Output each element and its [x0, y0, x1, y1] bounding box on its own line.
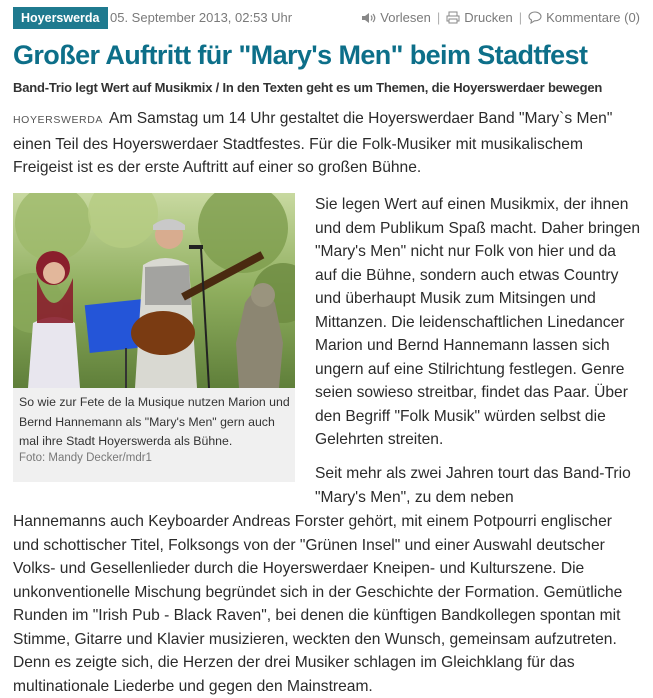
- paragraph-2-start: Seit mehr als zwei Jahren tourt das Band-Trio "Mary's Men", zu dem neben: [315, 465, 631, 506]
- intro-paragraph: [13, 107, 641, 180]
- band-photo[interactable]: [13, 193, 295, 388]
- divider: |: [436, 10, 441, 25]
- read-aloud-link[interactable]: [361, 10, 431, 25]
- photo-caption: So wie zur Fete de la Musique nutzen Marion und Bernd Hannemann als "Mary's Men" gern auch mal ihre Stadt Hoyerswerda als Bühne.: [19, 395, 290, 448]
- article-subline: Band-Trio legt Wert auf Musikmix / In den Texten geht es um Themen, die Hoyerswerdaer bewegen: [13, 80, 603, 95]
- article-tools: [361, 10, 640, 25]
- publish-date: 05. September 2013, 02:53 Uhr: [110, 10, 293, 25]
- print-label: Drucken: [464, 10, 513, 25]
- paragraph-1: Sie legen Wert auf einen Musikmix, der ihnen und dem Publikum Spaß macht. Daher bringen "Mary's Men" nicht nur Folk von hier und da auf die Bühne, sondern auch etwas Country und überhaupt Musik zum Mitsingen und Mittanzen. Die leidenschaftlichen Linedancer Marion und Bernd Hannemann lassen sich ungern auf eine Stilrichtung festlegen. Genre seien sowieso streitbar, findet das Paar. Über den Begriff "Folk Musik" würden selbst die Gelehrten streiten.: [315, 196, 641, 448]
- article-meta-bar: [13, 7, 640, 29]
- intro-text: Am Samstag um 14 Uhr gestaltet die Hoyerswerdaer Band "Mary`s Men" einen Teil des Hoyerswerdaer Stadtfestes. Für die Folk-Musiker mit musikalischem Freigeist ist es der erste Auftritt auf einer so großen Bühne.: [13, 110, 613, 176]
- printer-icon: [446, 11, 460, 24]
- print-link[interactable]: [446, 10, 512, 25]
- read-aloud-label: Vorlesen: [380, 10, 431, 25]
- comments-label: Kommentare (0): [546, 10, 640, 25]
- paragraph-2-rest: Hannemanns auch Keyboarder Andreas Forster gehört, mit einem Potpourri englischer und schottischer Titel, Folksongs von der "Grünen Insel" und einer Auswahl deutscher Volks- und Gesellenlieder durch die Hoyerswerdaer Kneipen- und Kulturszene. Die unkonventionelle Mischung begründet sich in der Geschichte der Formation. Gemütliche Runden im "Irish Pub - Black Raven", bei denen die künftigen Bandkollegen spontan mit Stimme, Gitarre und Klavier musizieren, weckten den Wunsch, gemeinsam aufzutreten. Denn es zeigte sich, die Herzen der drei Musiker schlagen im Gleichklang für das multinationale Liederbe und gegen den Mainstream.: [13, 513, 623, 695]
- article-figure: [13, 193, 295, 482]
- article-headline: Großer Auftritt für "Mary's Men" beim Stadtfest: [13, 40, 588, 70]
- category-tag[interactable]: Hoyerswerda: [13, 7, 108, 29]
- comment-icon: [528, 11, 542, 24]
- dateline: HOYERSWERDA: [13, 114, 104, 126]
- speaker-icon: [361, 12, 376, 24]
- divider: |: [518, 10, 523, 25]
- comments-link[interactable]: [528, 10, 640, 25]
- photo-credit: Foto: Mandy Decker/mdr1: [19, 452, 152, 464]
